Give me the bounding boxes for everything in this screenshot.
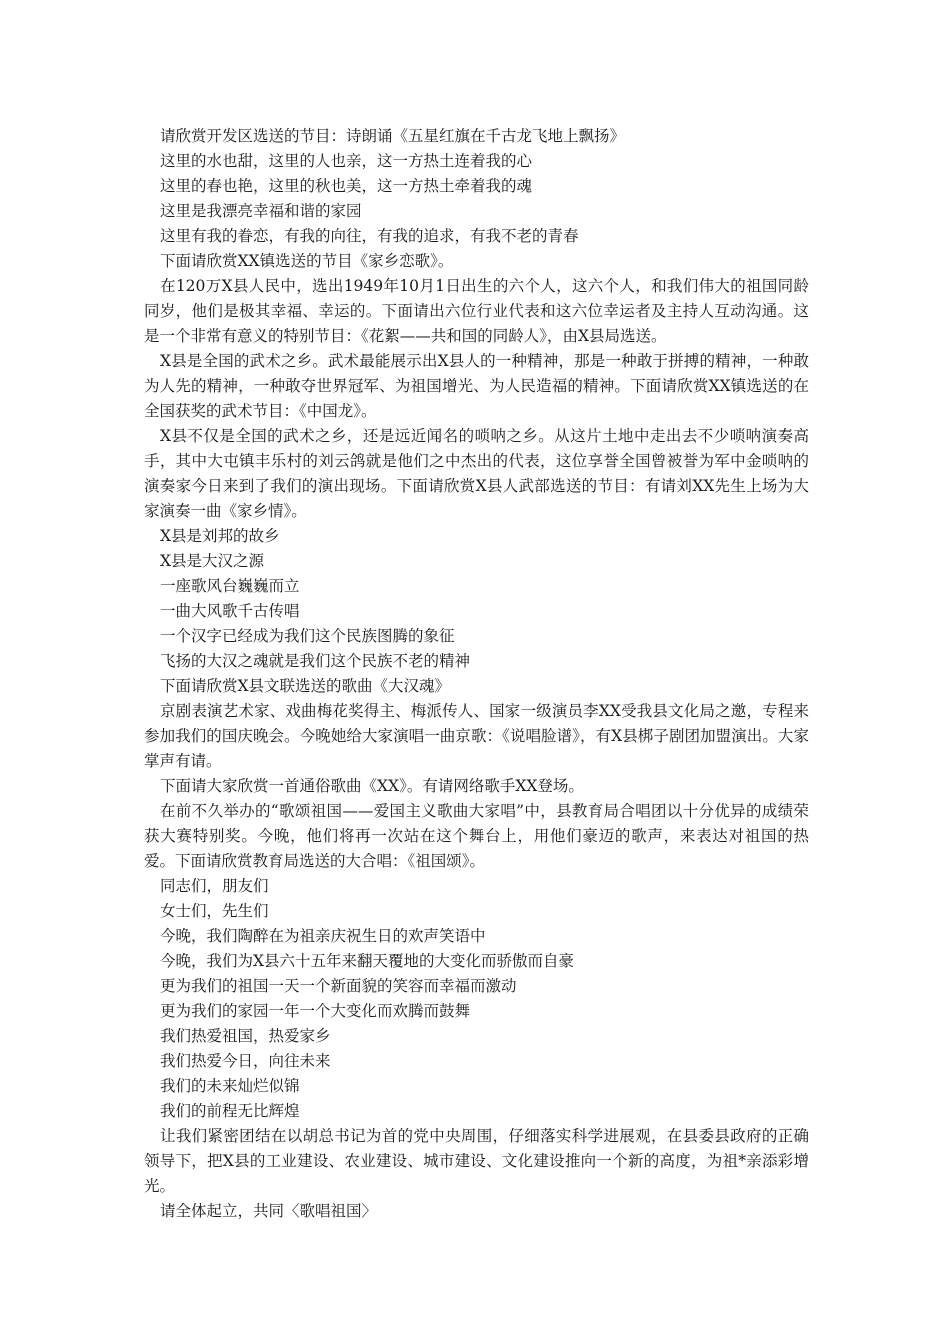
paragraph: 这里的春也艳，这里的秋也美，这一方热土牵着我的魂: [160, 177, 533, 195]
paragraph: 今晚，我们陶醉在为祖亲庆祝生日的欢声笑语中: [160, 927, 486, 945]
paragraph: 下面请大家欣赏一首通俗歌曲《XX》。有请网络歌手XX登场。: [160, 777, 584, 795]
paragraph: 我们热爱祖国，热爱家乡: [160, 1027, 331, 1045]
paragraph: 下面请欣赏X县文联选送的歌曲《大汉魂》: [160, 677, 451, 695]
paragraph: 请欣赏开发区选送的节目：诗朗诵《五星红旗在千古龙飞地上飘扬》: [160, 127, 626, 145]
paragraph: X县是大汉之源: [160, 552, 265, 570]
paragraph: 女士们，先生们: [160, 902, 269, 920]
paragraph: 一曲大风歌千古传唱: [160, 602, 300, 620]
paragraph: X县是刘邦的故乡: [160, 527, 280, 545]
paragraph: 一座歌风台巍巍而立: [160, 577, 300, 595]
paragraph: 这里有我的眷恋，有我的向往，有我的追求，有我不老的青春: [160, 227, 579, 245]
paragraph: 下面请欣赏XX镇选送的节目《家乡恋歌》。: [160, 252, 454, 270]
paragraph: 飞扬的大汉之魂就是我们这个民族不老的精神: [160, 652, 471, 670]
paragraph: 一个汉字已经成为我们这个民族图腾的象征: [160, 627, 455, 645]
paragraph: 这里是我漂亮幸福和谐的家园: [160, 202, 362, 220]
paragraph: 请全体起立，共同〈歌唱祖国〉: [160, 1202, 378, 1220]
paragraph: 这里的水也甜，这里的人也亲，这一方热土连着我的心: [160, 152, 533, 170]
document-body: [144, 124, 809, 1224]
paragraph: 在120万X县人民中，选出1949年10月1日出生的六个人，这六个人，和我们伟大的祖国同龄同岁，他们是极其幸福、幸运的。下面请出六位行业代表和这六位幸运者及主持人互动沟通。这是一个非常有意义的特别节目：《花絮——共和国的同龄人》，由X县局选送。: [144, 277, 809, 345]
paragraph: 让我们紧密团结在以胡总书记为首的党中央周围，仔细落实科学进展观，在县委县政府的正确领导下，把X县的工业建设、农业建设、城市建设、文化建设推向一个新的高度，为祖*亲添彩增光。: [144, 1127, 809, 1195]
paragraph: 同志们，朋友们: [160, 877, 269, 895]
paragraph: X县不仅是全国的武术之乡，还是远近闻名的唢呐之乡。从这片土地中走出去不少唢呐演奏高手，其中大屯镇丰乐村的刘云鸽就是他们之中杰出的代表，这位享誉全国曾被誉为军中金唢呐的演奏家今日来到了我们的演出现场。下面请欣赏X县人武部选送的节目：有请刘XX先生上场为大家演奏一曲《家乡情》。: [144, 427, 809, 520]
paragraph: 我们热爱今日，向往未来: [160, 1052, 331, 1070]
paragraph: X县是全国的武术之乡。武术最能展示出X县人的一种精神，那是一种敢于拼搏的精神，一种敢为人先的精神，一种敢夺世界冠军、为祖国增光、为人民造福的精神。下面请欣赏XX镇选送的在全国获奖的武术节目：《中国龙》。: [144, 352, 809, 420]
paragraph: 更为我们的祖国一天一个新面貌的笑容而幸福而激动: [160, 977, 517, 995]
paragraph: 今晚，我们为X县六十五年来翻天覆地的大变化而骄傲而自豪: [160, 952, 575, 970]
paragraph: 我们的未来灿烂似锦: [160, 1077, 300, 1095]
paragraph: 京剧表演艺术家、戏曲梅花奖得主、梅派传人、国家一级演员李XX受我县文化局之邀，专程来参加我们的国庆晚会。今晚她给大家演唱一曲京歌：《说唱脸谱》，有X县梆子剧团加盟演出。大家掌声有请。: [144, 702, 809, 770]
paragraph: 在前不久举办的“歌颂祖国——爱国主义歌曲大家唱”中，县教育局合唱团以十分优异的成绩荣获大赛特别奖。今晚，他们将再一次站在这个舞台上，用他们豪迈的歌声，来表达对祖国的热爱。下面请欣赏教育局选送的大合唱：《祖国颂》。: [144, 802, 809, 870]
paragraph: 我们的前程无比辉煌: [160, 1102, 300, 1120]
paragraph: 更为我们的家园一年一个大变化而欢腾而鼓舞: [160, 1002, 471, 1020]
